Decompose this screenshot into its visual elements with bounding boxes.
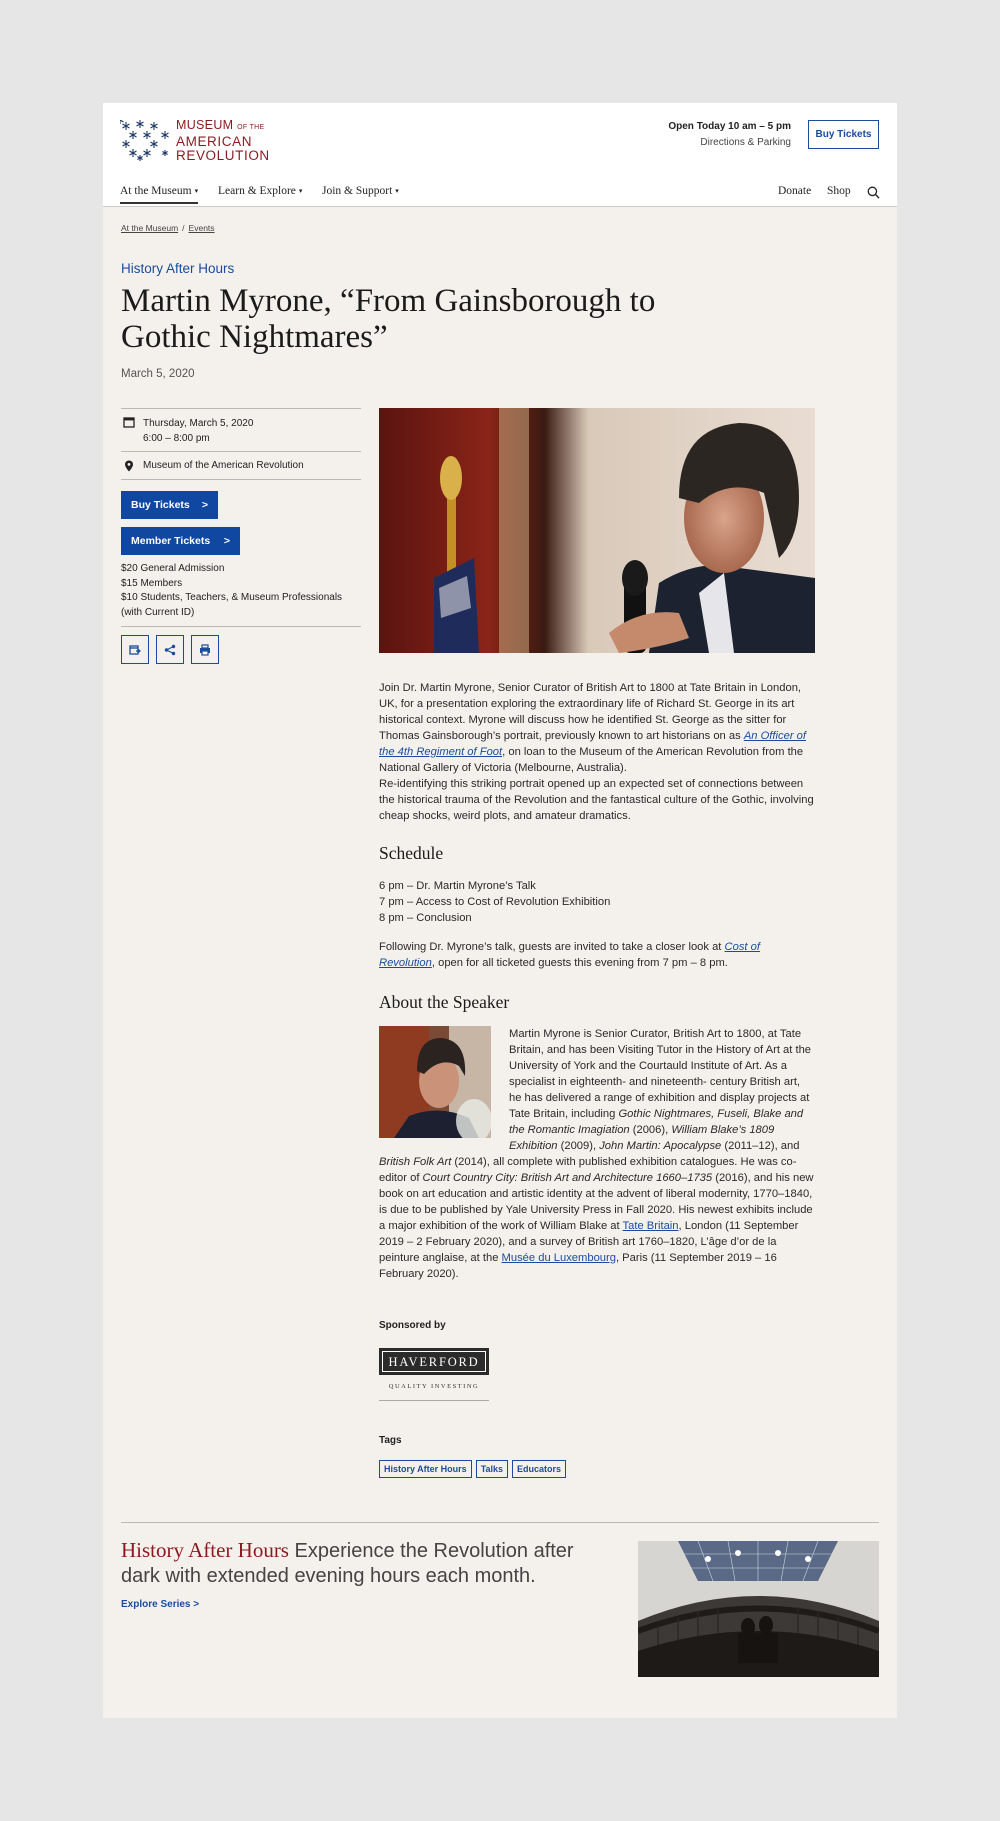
share-icon — [164, 644, 176, 656]
logo-wordmark: MUSEUM OF THE AMERICAN REVOLUTION — [176, 118, 270, 163]
schedule-item: 6 pm – Dr. Martin Myrone’s Talk — [379, 880, 536, 892]
museum-logo[interactable] — [120, 118, 270, 163]
event-details-sidebar — [121, 408, 361, 618]
nav-donate-link[interactable]: Donate — [778, 185, 812, 197]
site-header — [103, 103, 897, 179]
schedule-item: 7 pm – Access to Cost of Revolution Exhibition — [379, 896, 611, 908]
tags-list — [379, 1460, 815, 1478]
share-actions — [121, 635, 219, 664]
event-datetime-row — [121, 408, 361, 451]
tate-britain-link[interactable]: Tate Britain — [622, 1220, 679, 1232]
calendar-add-icon — [129, 644, 141, 656]
speaker-bio: Martin Myrone is Senior Curator, British Art to 1800, at Tate Britain, and has been Visiting Tutor in the History of Art at the University of York and the Courtauld Institute of Art. As a specialist in eighteenth- and nineteenth- century British art, he has delivered a range of exhibition and display projects at Tate Britain, including Gothic Nightmares, Fuseli, Blake and the Romantic Imagiation (2006), William Blake’s 1809 Exhibition (2009), John Martin: Apocalypse (2011–12), and British Folk Art (2014), all complete with published exhibition catalogues. He was co-editor of Court Country City: British Art and Architecture 1660–1735 (2016), and his new book on art education and artistic identity at the advent of liberal modernity, 1770–1840, is due to be published by Yale University Press in Fall 2020. His newest exhibits include a major exhibition of the work of William Blake at Tate Britain, London (11 September 2019 – 2 February 2020), and a survey of British art 1760–1820, L’âge d’or de la peinture anglaise, at the Musée du Luxembourg, Paris (11 September 2019 – 16 February 2020). — [379, 1028, 814, 1280]
print-button[interactable] — [191, 635, 219, 664]
main-nav — [103, 179, 897, 207]
event-location-row — [121, 451, 361, 479]
event-detail-date: Thursday, March 5, 2020 — [143, 418, 254, 429]
breadcrumb-events[interactable]: Events — [188, 223, 215, 233]
divider — [121, 479, 361, 480]
price-students: $10 Students, Teachers, & Museum Professionals (with Current ID) — [121, 592, 343, 618]
buy-tickets-button[interactable]: Buy Tickets > — [121, 491, 218, 519]
chevron-right-icon: > — [201, 499, 208, 511]
chevron-right-icon: > — [193, 1599, 200, 1610]
open-hours: Open Today 10 am – 5 pm — [668, 121, 791, 132]
chevron-down-icon: ▾ — [194, 187, 199, 195]
sponsor-logo[interactable] — [379, 1348, 489, 1401]
directions-link[interactable]: Directions & Parking — [700, 137, 791, 148]
promo-series-title: History After Hours — [121, 1538, 289, 1562]
price-members: $15 Members — [121, 577, 183, 589]
price-general: $20 General Admission — [121, 563, 225, 574]
sponsor-name: HAVERFORD — [379, 1348, 489, 1375]
explore-series-link[interactable]: Explore Series > — [121, 1599, 200, 1610]
cost-of-revolution-link[interactable]: Cost of Revolution — [379, 941, 760, 969]
chevron-right-icon: > — [223, 535, 230, 547]
breadcrumb: At the Museum / Events — [121, 223, 215, 233]
page — [103, 103, 897, 1718]
nav-item-join-support[interactable]: Join & Support ▾ — [322, 185, 399, 197]
page-title: Martin Myrone, “From Gainsborough to Gothic Nightmares” — [121, 283, 656, 355]
followup-paragraph: Following Dr. Myrone’s talk, guests are invited to take a closer look at Cost of Revolution, open for all ticketed guests this evening from 7 pm – 8 pm. — [379, 941, 760, 969]
event-detail-time: 6:00 – 8:00 pm — [143, 433, 210, 444]
schedule-list — [379, 878, 815, 926]
nav-item-learn-explore[interactable]: Learn & Explore ▾ — [218, 185, 303, 197]
stars-logo-icon — [120, 120, 172, 162]
search-icon[interactable] — [867, 186, 880, 199]
series-promo-text: History After Hours Experience the Revolution after dark with extended evening hours each month. — [121, 1538, 574, 1587]
about-speaker-heading: About the Speaker — [379, 992, 510, 1012]
intro-paragraph-2: Re-identifying this striking portrait opened up an expected set of connections between the historical trauma of the Revolution and the fantastical culture of the Gothic, involving cheap shocks, weird plots, and amateur dramatics. — [379, 778, 814, 822]
musee-du-luxembourg-link[interactable]: Musée du Luxembourg — [501, 1252, 616, 1264]
printer-icon — [199, 644, 211, 656]
speaker-hero-photo — [379, 408, 815, 653]
header-buy-tickets-button[interactable]: Buy Tickets — [808, 120, 879, 149]
event-date: March 5, 2020 — [121, 368, 195, 380]
schedule-heading: Schedule — [379, 843, 444, 863]
evening-gallery-photo — [638, 1541, 879, 1677]
schedule-item: 8 pm – Conclusion — [379, 912, 472, 924]
member-tickets-button[interactable]: Member Tickets > — [121, 527, 240, 555]
divider — [121, 1522, 879, 1523]
add-to-calendar-button[interactable] — [121, 635, 149, 664]
sponsored-by-label: Sponsored by — [379, 1320, 446, 1331]
calendar-icon — [123, 416, 135, 428]
tag-educators[interactable]: Educators — [512, 1460, 566, 1478]
share-button[interactable] — [156, 635, 184, 664]
chevron-down-icon: ▾ — [298, 187, 303, 195]
event-location: Museum of the American Revolution — [143, 460, 304, 471]
hours-info — [668, 121, 791, 148]
tags-label: Tags — [379, 1435, 402, 1446]
series-label[interactable]: History After Hours — [121, 261, 235, 276]
tag-talks[interactable]: Talks — [476, 1460, 508, 1478]
breadcrumb-at-the-museum[interactable]: At the Museum — [121, 223, 179, 233]
event-description — [379, 680, 815, 824]
nav-shop-link[interactable]: Shop — [827, 185, 851, 197]
chevron-down-icon: ▾ — [395, 187, 399, 195]
sponsor-tagline: QUALITY INVESTING — [379, 1379, 489, 1401]
map-pin-icon — [123, 460, 135, 472]
tag-history-after-hours[interactable]: History After Hours — [379, 1460, 472, 1478]
nav-item-at-the-museum[interactable]: At the Museum ▾ — [120, 185, 198, 204]
officer-portrait-link[interactable]: An Officer of the 4th Regiment of Foot — [379, 730, 806, 758]
divider — [121, 626, 361, 627]
intro-paragraph: Join Dr. Martin Myrone, Senior Curator of British Art to 1800 at Tate Britain in London, UK, for a presentation exploring the extraordinary life of Richard St. George in its art historical context. Myrone will discuss how he identified St. George as the sitter for Thomas Gainsborough’s portrait, previously known to art historians on as An Officer of the 4th Regiment of Foot, on loan to the Museum of the American Revolution from the National Gallery of Victoria (Melbourne, Australia). — [379, 682, 806, 774]
ticket-prices — [121, 562, 351, 620]
speaker-portrait-photo — [379, 1026, 491, 1138]
